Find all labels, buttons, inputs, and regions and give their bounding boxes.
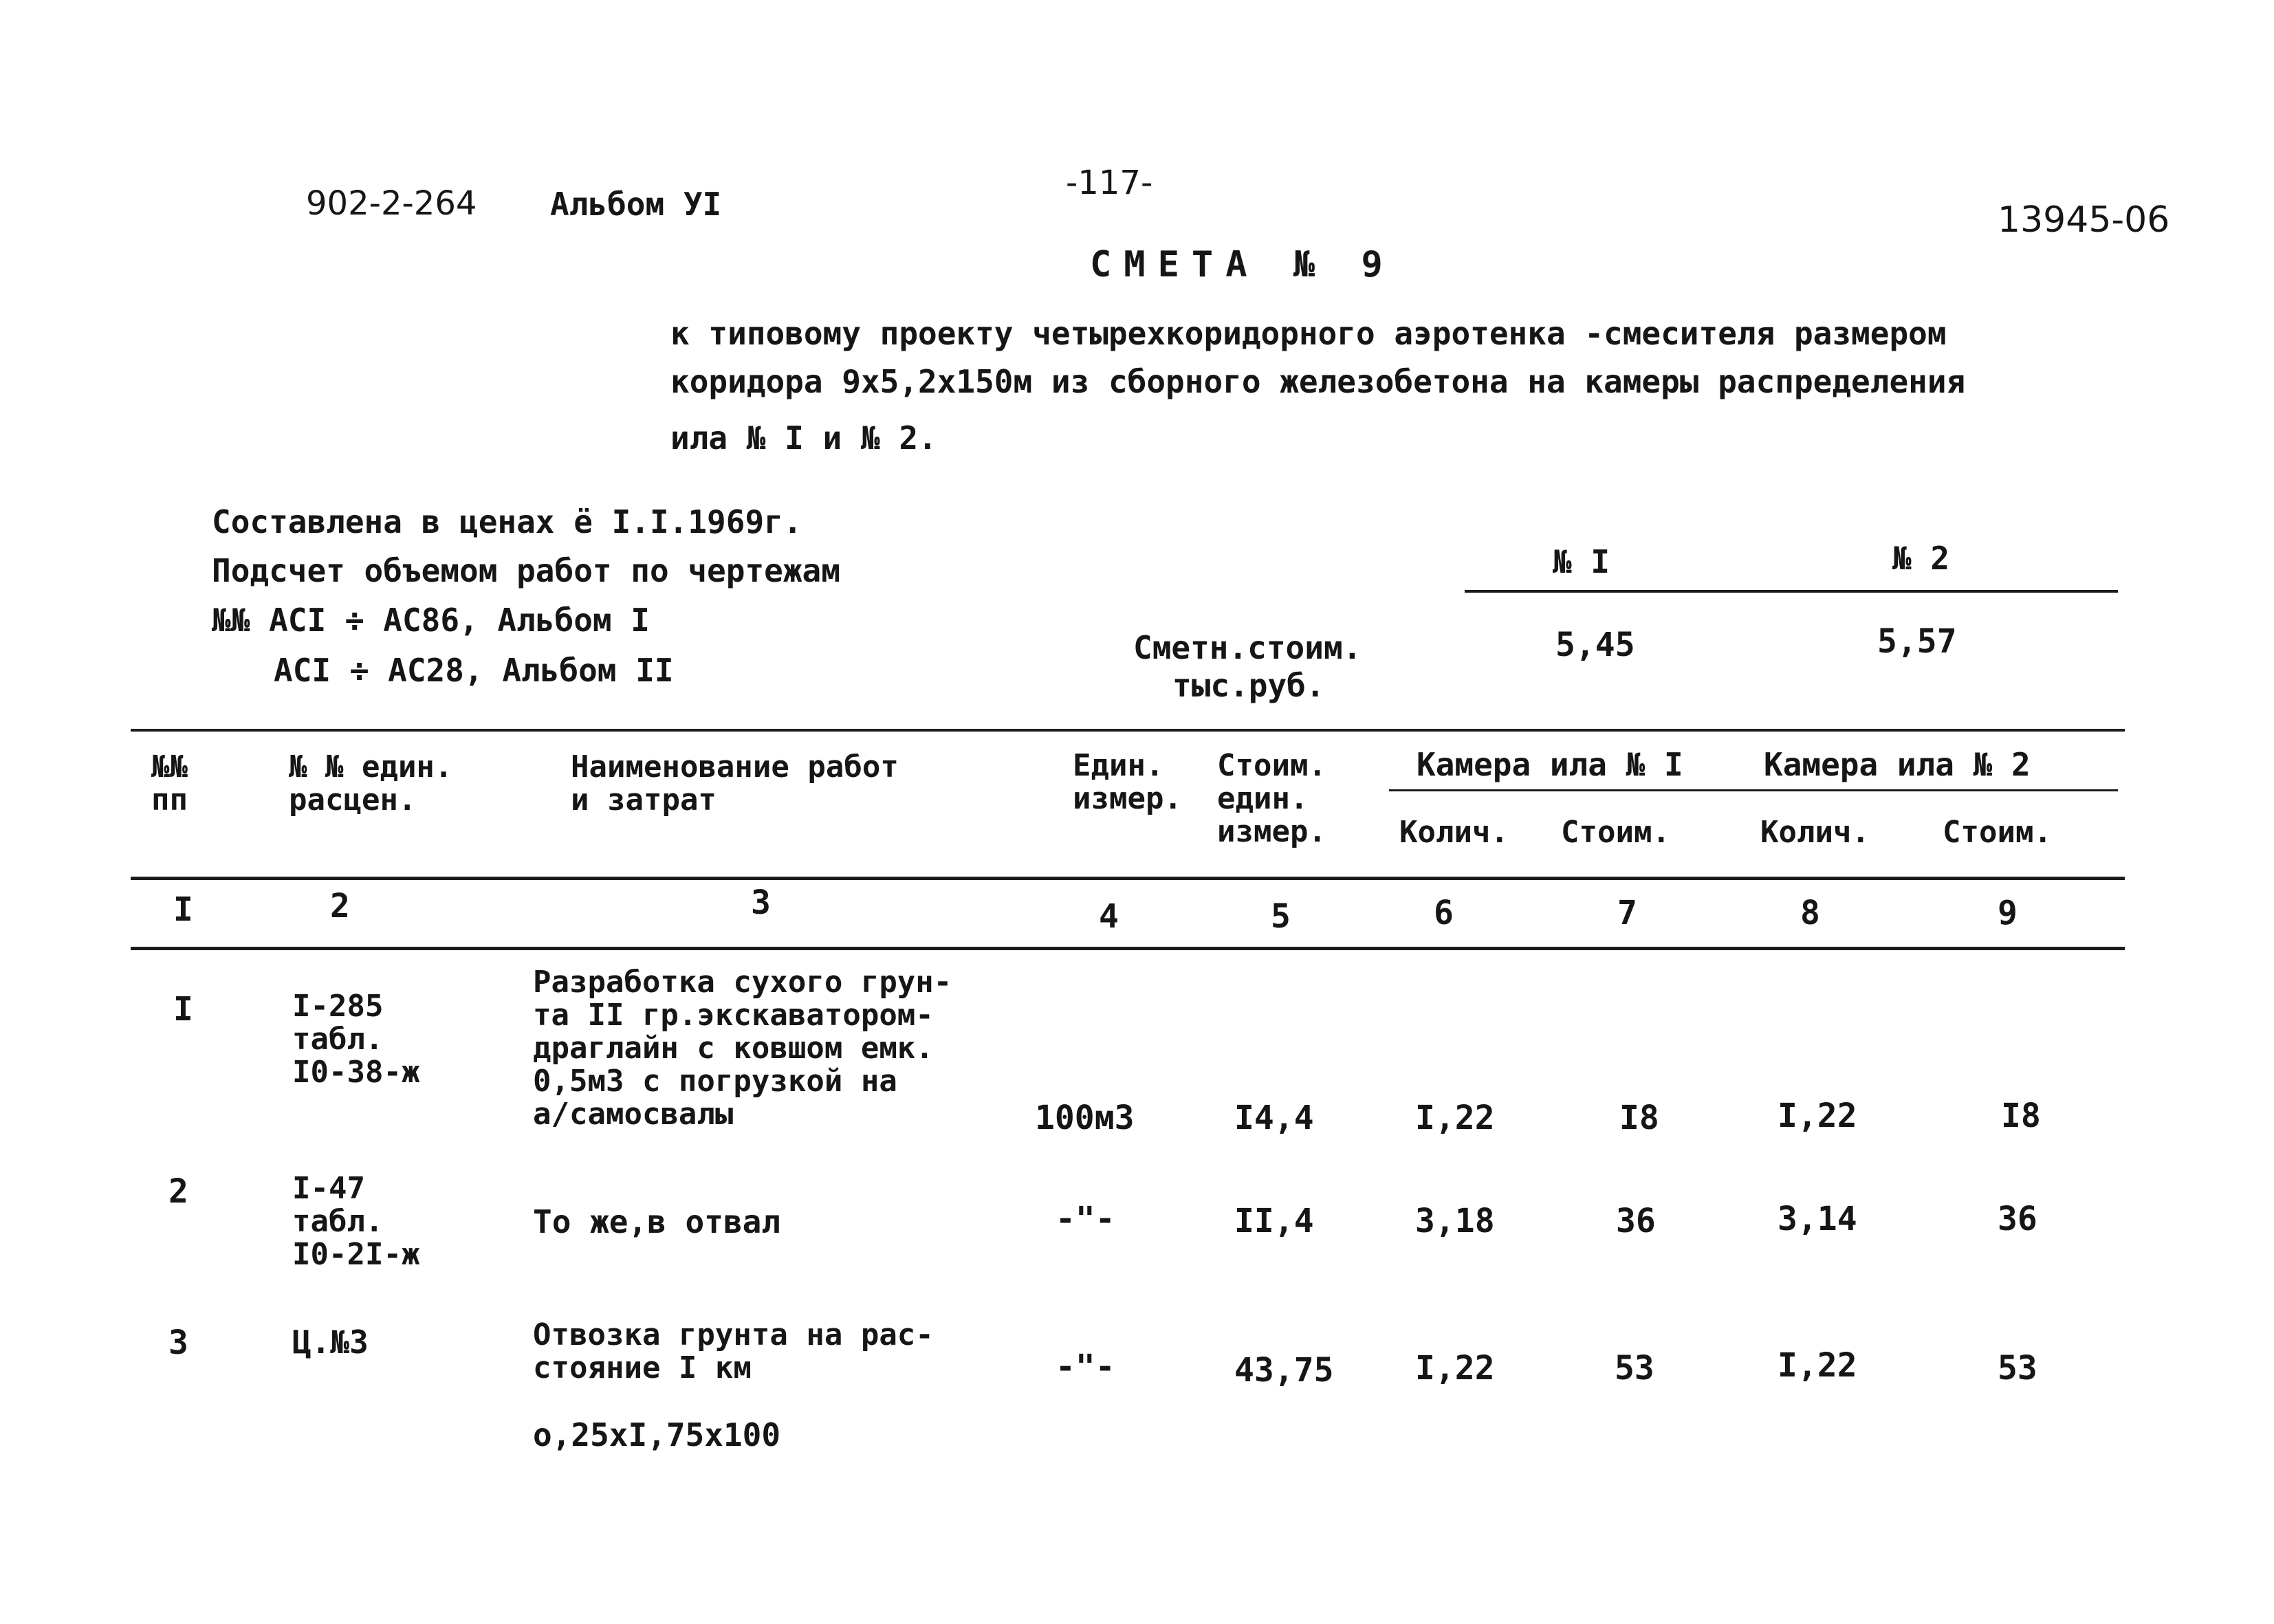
row-2-unit-cost: II,4 <box>1234 1202 1314 1240</box>
column-number: 2 <box>330 887 350 925</box>
row-2-rate: I-47 табл. I0-2I-ж <box>292 1171 420 1272</box>
column-number: 9 <box>1998 894 2018 932</box>
cost-column-1-label: № I <box>1553 543 1610 580</box>
row-2-work-name: То же,в отвал <box>533 1203 781 1240</box>
row-1-unit: 100м3 <box>1035 1099 1135 1137</box>
column-number: I <box>173 890 193 929</box>
row-2-unit: -"- <box>1056 1200 1115 1238</box>
row-1-quantity-1: I,22 <box>1415 1099 1495 1137</box>
header-cost-1: Стоим. <box>1561 815 1670 850</box>
column-number: 7 <box>1617 894 1637 932</box>
header-quantity-2: Колич. <box>1760 815 1870 850</box>
estimate-title: СМЕТА № 9 <box>1090 244 1395 285</box>
header-row-number: №№ пп <box>151 749 188 818</box>
cost-divider <box>1465 590 2118 593</box>
column-number: 3 <box>751 884 771 922</box>
info-line-calculation: Подсчет объемом работ по чертежам <box>212 552 840 589</box>
album-label: Альбом УІ <box>550 186 722 223</box>
row-1-quantity-2: I,22 <box>1778 1097 1857 1135</box>
header-work-name: Наименование работ и затрат <box>571 749 899 818</box>
cost-column-1-value: 5,45 <box>1555 626 1635 664</box>
subtitle-line-2: коридора 9х5,2х150м из сборного железобетона на камеры распределения <box>670 363 1966 400</box>
header-cost-2: Стоим. <box>1943 815 2052 850</box>
row-2-number: 2 <box>168 1172 188 1211</box>
cost-label-line-1: Сметн.стоим. <box>1133 629 1362 666</box>
header-unit-cost: Стоим. един. измер. <box>1217 748 1326 849</box>
column-numbers-rule <box>131 947 2125 950</box>
row-3-unit: -"- <box>1056 1348 1115 1386</box>
header-unit: Един. измер. <box>1073 748 1182 816</box>
page-number: -117- <box>1066 164 1153 202</box>
row-1-cost-1: I8 <box>1619 1099 1659 1137</box>
column-number: 5 <box>1271 897 1291 936</box>
subtitle-line-1: к типовому проекту четырехкоридорного аэротенка -смесителя размером <box>670 315 1947 352</box>
header-bottom-rule <box>131 877 2125 880</box>
row-2-quantity-1: 3,18 <box>1415 1202 1495 1240</box>
header-chamber-2: Камера ила № 2 <box>1764 746 2031 783</box>
row-1-work-name: Разработка сухого грун- та II гр.экскаватором- драглайн с ковшом емк. 0,5м3 с погрузкой на а/самосвалы <box>533 965 952 1132</box>
cost-label-line-2: тыс.руб. <box>1172 667 1325 704</box>
row-3-number: 3 <box>168 1324 188 1362</box>
row-3-quantity-2: I,22 <box>1778 1346 1857 1385</box>
row-3-cost-2: 53 <box>1998 1349 2037 1387</box>
column-number: 4 <box>1099 897 1119 936</box>
row-2-cost-2: 36 <box>1998 1200 2037 1238</box>
header-rate-number: № № един. расцен. <box>289 749 453 818</box>
subtitle-line-3: ила № I и № 2. <box>670 419 937 457</box>
row-3-work-name: Отвозка грунта на рас- стояние I км <box>533 1317 934 1385</box>
info-line-drawings-1: №№ АСI ÷ АС86, Альбом I <box>212 602 650 639</box>
row-1-number: I <box>173 990 193 1029</box>
header-quantity-1: Колич. <box>1399 815 1509 850</box>
row-1-cost-2: I8 <box>2001 1097 2041 1135</box>
row-3-cost-1: 53 <box>1615 1349 1654 1387</box>
row-2-cost-1: 36 <box>1616 1202 1656 1240</box>
row-3-quantity-1: I,22 <box>1415 1349 1495 1387</box>
column-number: 8 <box>1800 894 1820 932</box>
column-number: 6 <box>1434 894 1454 932</box>
table-top-rule <box>131 729 2125 732</box>
row-2-quantity-2: 3,14 <box>1778 1200 1857 1238</box>
row-1-rate: I-285 табл. I0-38-ж <box>292 989 420 1090</box>
group-header-rule <box>1389 789 2118 791</box>
row-3-unit-cost: 43,75 <box>1234 1351 1334 1390</box>
cost-column-2-value: 5,57 <box>1877 622 1957 661</box>
document-code: 902-2-264 <box>306 184 477 223</box>
cost-column-2-label: № 2 <box>1892 540 1950 577</box>
info-line-drawings-2: АСI ÷ АС28, Альбом II <box>274 652 674 689</box>
header-chamber-1: Камера ила № I <box>1417 746 1683 783</box>
info-line-prices: Составлена в ценах ё I.I.1969г. <box>212 503 802 540</box>
row-1-unit-cost: I4,4 <box>1234 1099 1314 1137</box>
inventory-number: 13945-06 <box>1998 199 2170 241</box>
row-3-footnote: о,25хI,75х100 <box>533 1416 781 1453</box>
row-3-rate: Ц.№3 <box>292 1324 369 1361</box>
